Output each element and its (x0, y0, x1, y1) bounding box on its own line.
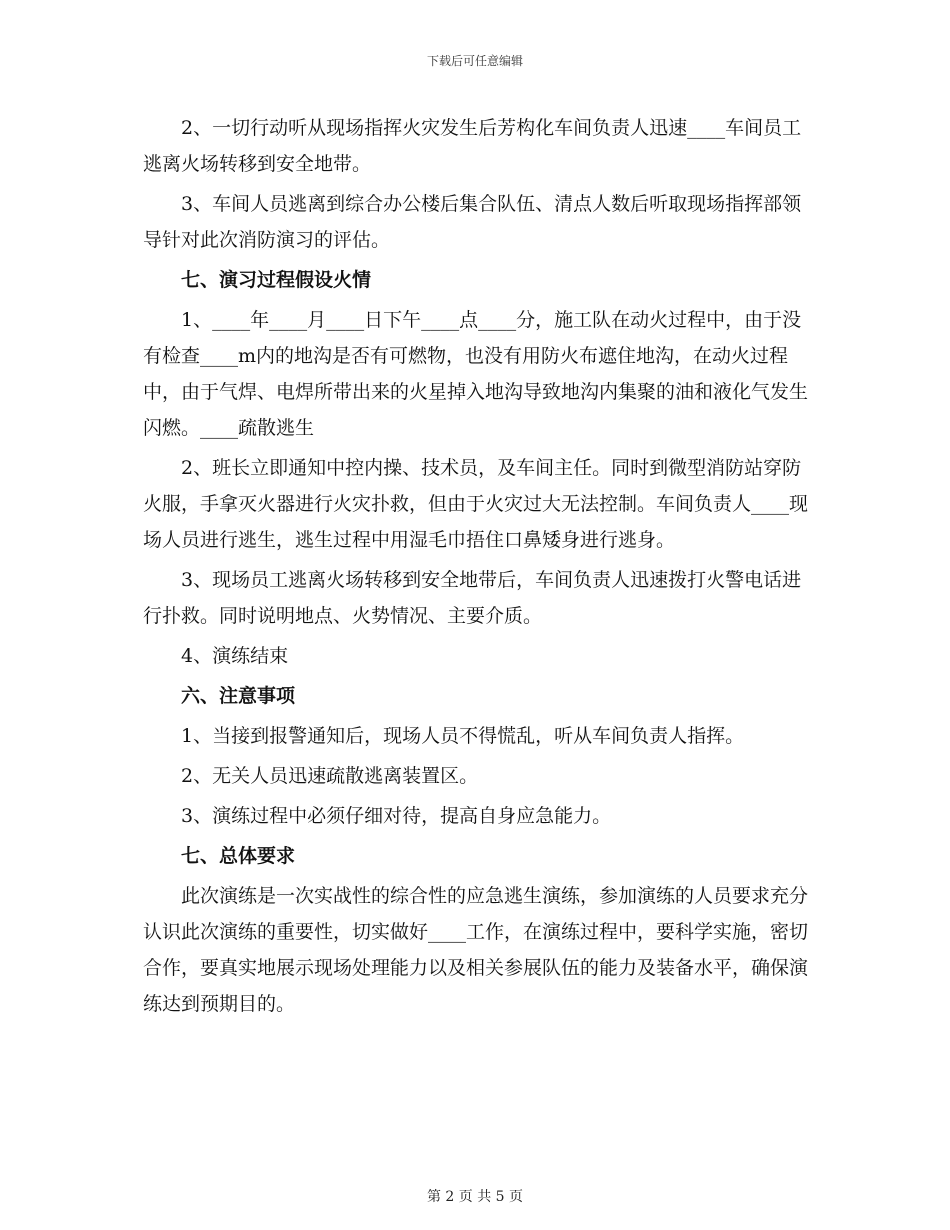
paragraph-scenario-4: 4、演练结束 (181, 645, 289, 667)
document-body (143, 110, 813, 1026)
paragraph-scenario-2: 2、班长立即通知中控内操、技术员，及车间主任。同时到微型消防站穿防火服，手拿灭火器进行火灾扑救，但由于火灾过大无法控制。车间负责人____现场人员进行逃生，逃生过程中用湿毛巾捂住口鼻矮身进行逃身。 (143, 457, 809, 551)
heading-precautions: 六、注意事项 (181, 685, 296, 707)
paragraph-assembly: 3、车间人员逃离到综合办公楼后集合队伍、清点人数后听取现场指挥部领导针对此次消防演习的评估。 (143, 193, 802, 251)
paragraph-scenario-1: 1、____年____月____日下午____点____分，施工队在动火过程中，由于没有检查____m内的地沟是否有可燃物，也没有用防火布遮住地沟，在动火过程中，由于气焊、电焊所带出来的火星掉入地沟导致地沟内集聚的油和液化气发生闪燃。____疏散逃生 (143, 309, 809, 439)
paragraph-command-evacuate: 2、一切行动听从现场指挥火灾发生后芳构化车间负责人迅速____车间员工逃离火场转移到安全地带。 (143, 117, 802, 175)
page-header: 下载后可任意编辑 (426, 54, 523, 68)
page-number: 第 2 页 共 5 页 (426, 1189, 524, 1205)
heading-overall-requirements: 七、总体要求 (181, 845, 296, 867)
heading-drill-scenario: 七、演习过程假设火情 (181, 269, 372, 291)
paragraph-overall-requirements: 此次演练是一次实战性的综合性的应急逃生演练，参加演练的人员要求充分认识此次演练的重要性，切实做好____工作，在演练过程中，要科学实施，密切合作，要真实地展示现场处理能力以及相关参展队伍的能力及装备水平，确保演练达到预期目的。 (143, 885, 809, 1015)
paragraph-precaution-1: 1、当接到报警通知后，现场人员不得慌乱，听从车间负责人指挥。 (181, 725, 745, 747)
paragraph-scenario-3: 3、现场员工逃离火场转移到安全地带后，车间负责人迅速拨打火警电话进行扑救。同时说明地点、火势情况、主要介质。 (143, 569, 802, 627)
paragraph-precaution-3: 3、演练过程中必须仔细对待，提高自身应急能力。 (181, 805, 612, 827)
paragraph-precaution-2: 2、无关人员迅速疏散逃离装置区。 (181, 765, 479, 787)
